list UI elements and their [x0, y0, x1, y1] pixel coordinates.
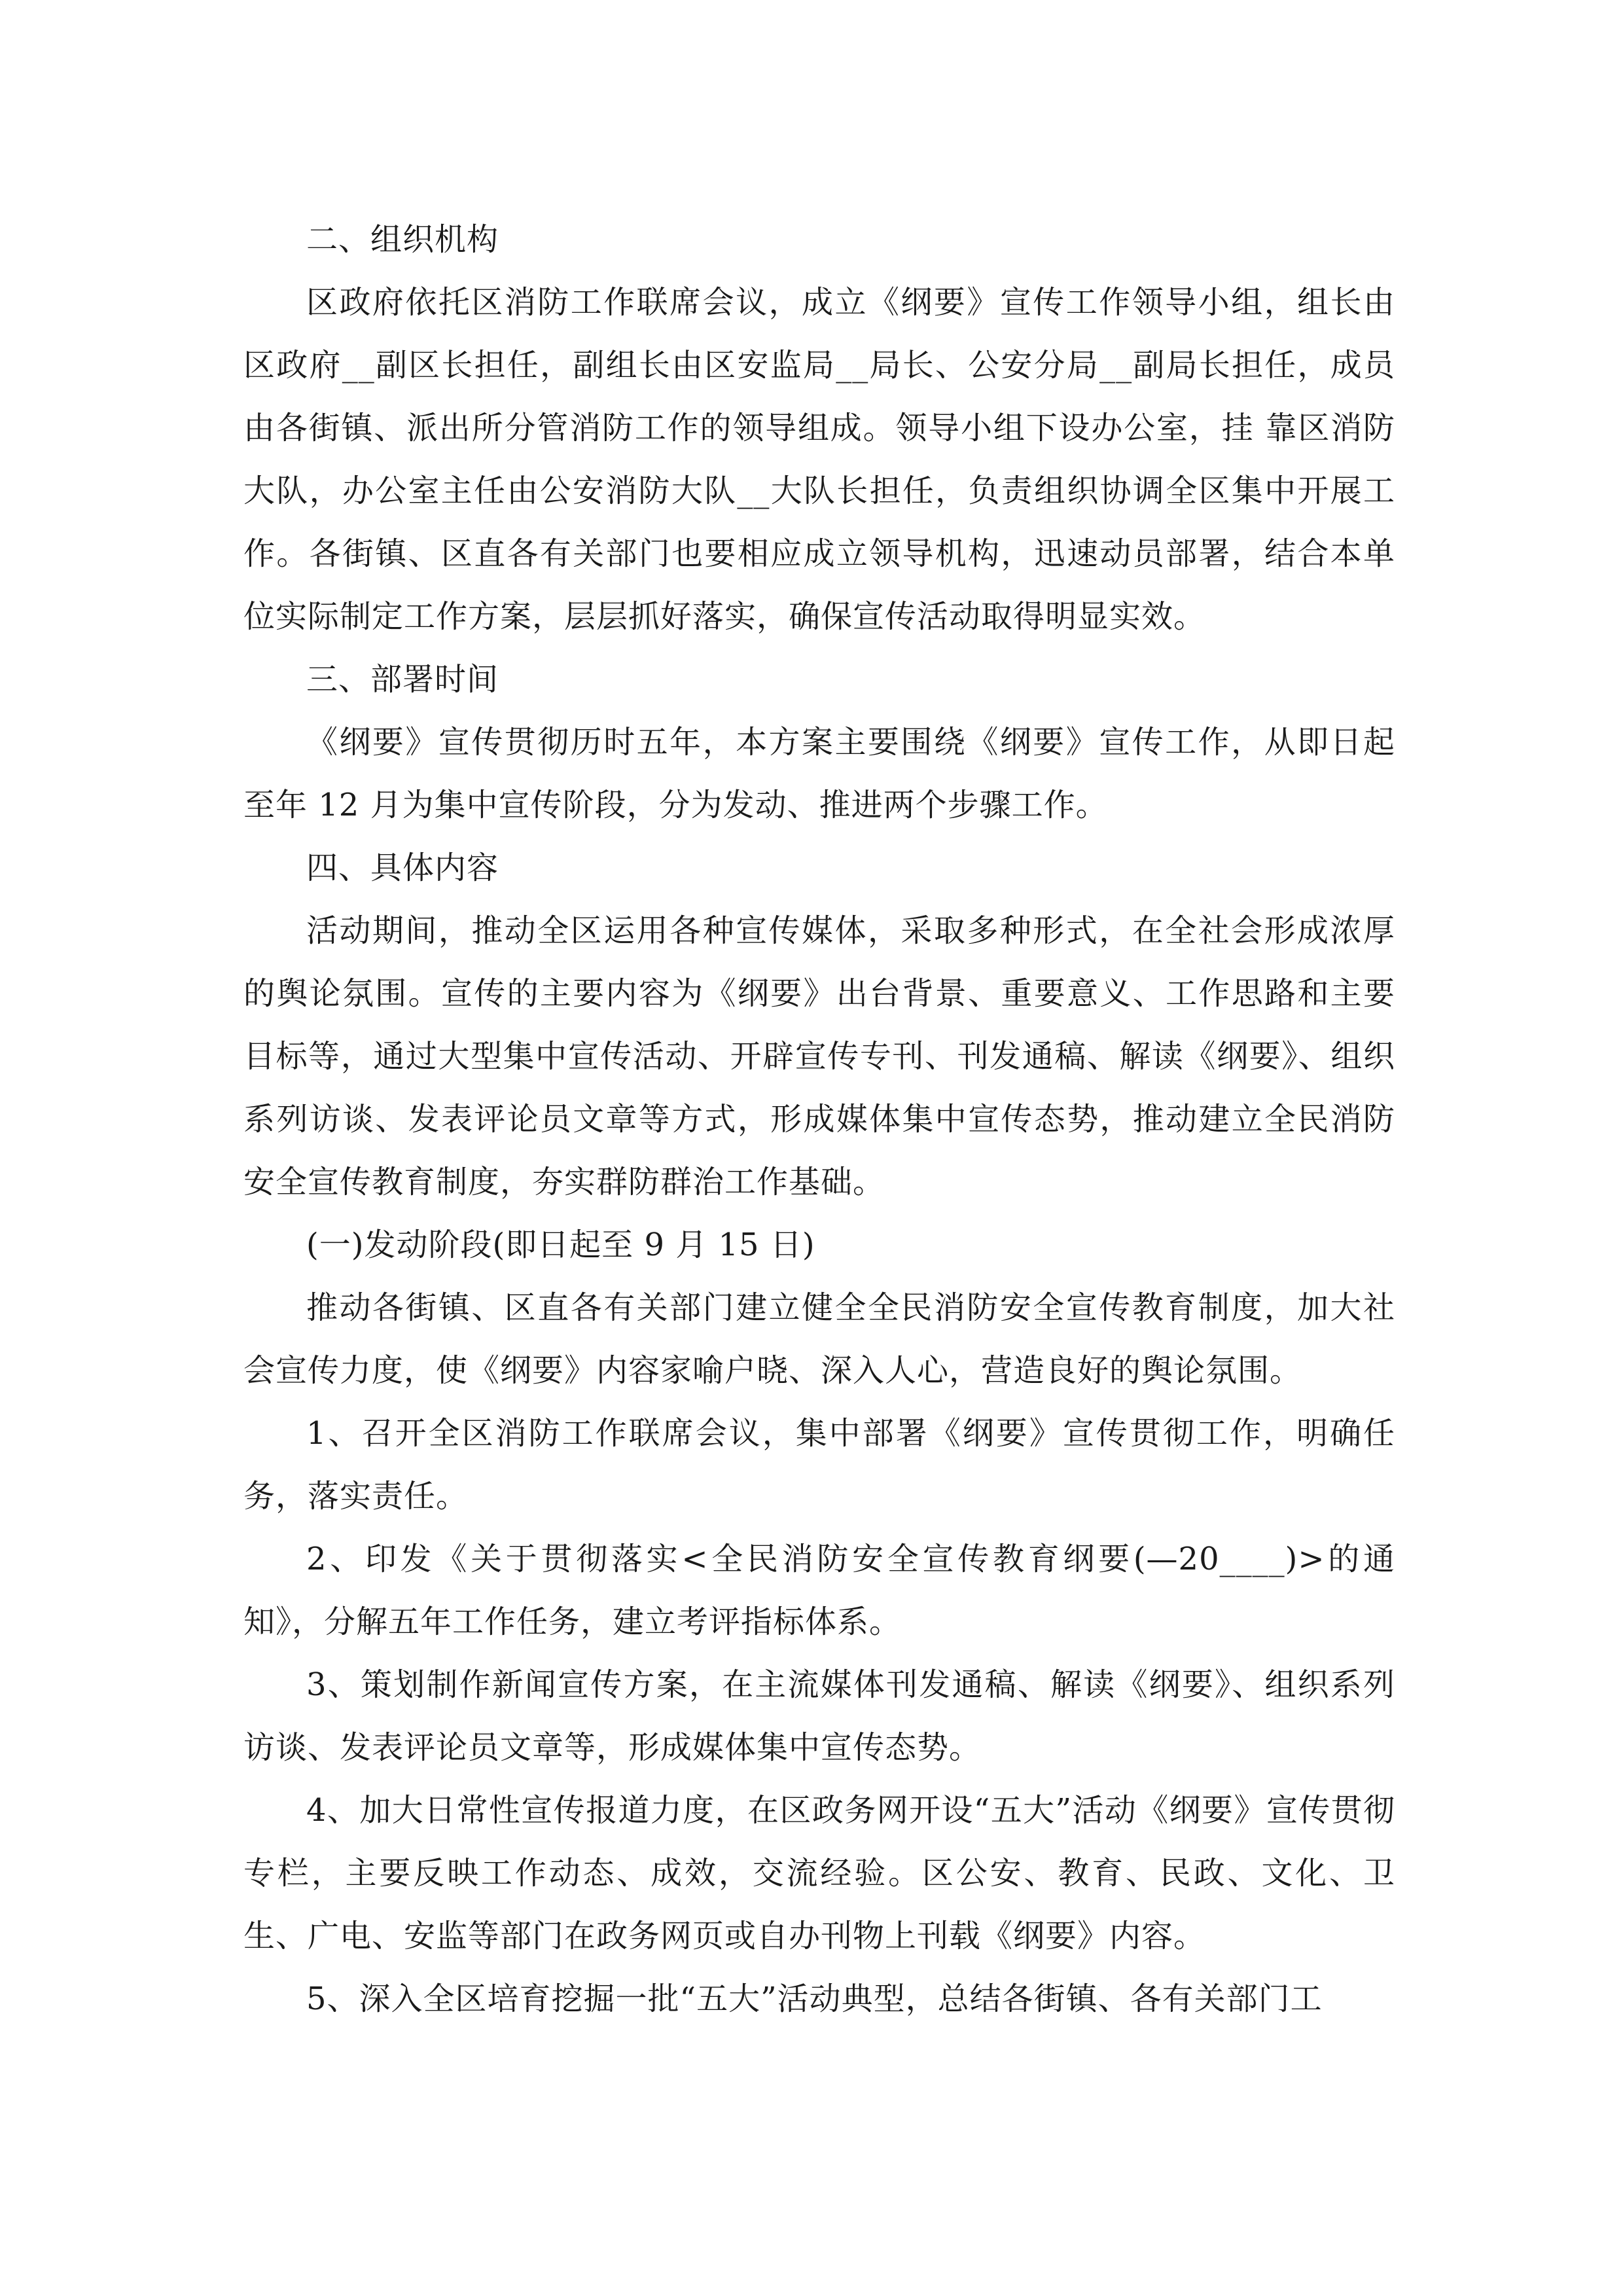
- list-item-2: 2、印发《关于贯彻落实<全民消防安全宣传教育纲要(—20____)>的通知》，分解五年工作任务，建立考评指标体系。: [243, 1541, 1395, 1640]
- list-item-3: 3、策划制作新闻宣传方案，在主流媒体刊发通稿、解读《纲要》、组织系列访谈、发表评论员文章等，形成媒体集中宣传态势。: [243, 1666, 1395, 1766]
- document-body: [243, 208, 1395, 2030]
- list-item-5: 5、深入全区培育挖掘一批“五大”活动典型，总结各街镇、各有关部门工: [306, 1981, 1323, 2017]
- paragraph-schedule: 《纲要》宣传贯彻历时五年，本方案主要围绕《纲要》宣传工作，从即日起至年 12 月为集中宣传阶段，分为发动、推进两个步骤工作。: [243, 724, 1395, 823]
- list-item-1: 1、召开全区消防工作联席会议，集中部署《纲要》宣传贯彻工作，明确任务，落实责任。: [243, 1415, 1395, 1515]
- section-heading-schedule: 三、部署时间: [306, 661, 499, 698]
- paragraph-content: 活动期间，推动全区运用各种宣传媒体，采取多种形式，在全社会形成浓厚的舆论氛围。宣传的主要内容为《纲要》出台背景、重要意义、工作思路和主要目标等，通过大型集中宣传活动、开辟宣传专刊、刊发通稿、解读《纲要》、组织系列访谈、发表评论员文章等方式，形成媒体集中宣传态势，推动建立全民消防安全宣传教育制度，夯实群防群治工作基础。: [243, 912, 1395, 1200]
- section-heading-content: 四、具体内容: [306, 850, 499, 886]
- paragraph-launch-stage: 推动各街镇、区直各有关部门建立健全全民消防安全宣传教育制度，加大社会宣传力度，使《纲要》内容家喻户晓、深入人心，营造良好的舆论氛围。: [243, 1289, 1395, 1389]
- list-item-4: 4、加大日常性宣传报道力度，在区政务网开设“五大”活动《纲要》宣传贯彻专栏，主要反映工作动态、成效，交流经验。区公安、教育、民政、文化、卫生、广电、安监等部门在政务网页或自办刊物上刊载《纲要》内容。: [243, 1792, 1395, 1954]
- subsection-heading-launch-stage: (一)发动阶段(即日起至 9 月 15 日): [306, 1227, 815, 1263]
- paragraph-organization: 区政府依托区消防工作联席会议，成立《纲要》宣传工作领导小组，组长由区政府__副区长担任，副组长由区安监局__局长、公安分局__副局长担任，成员由各街镇、派出所分管消防工作的领导组成。领导小组下设办公室，挂 靠区消防大队，办公室主任由公安消防大队__大队长担任，负责组织协调全区集中开展工作。各街镇、区直各有关部门也要相应成立领导机构，迅速动员部署，结合本单位实际制定工作方案，层层抓好落实，确保宣传活动取得明显实效。: [243, 284, 1395, 635]
- section-heading-organization: 二、组织机构: [306, 221, 499, 258]
